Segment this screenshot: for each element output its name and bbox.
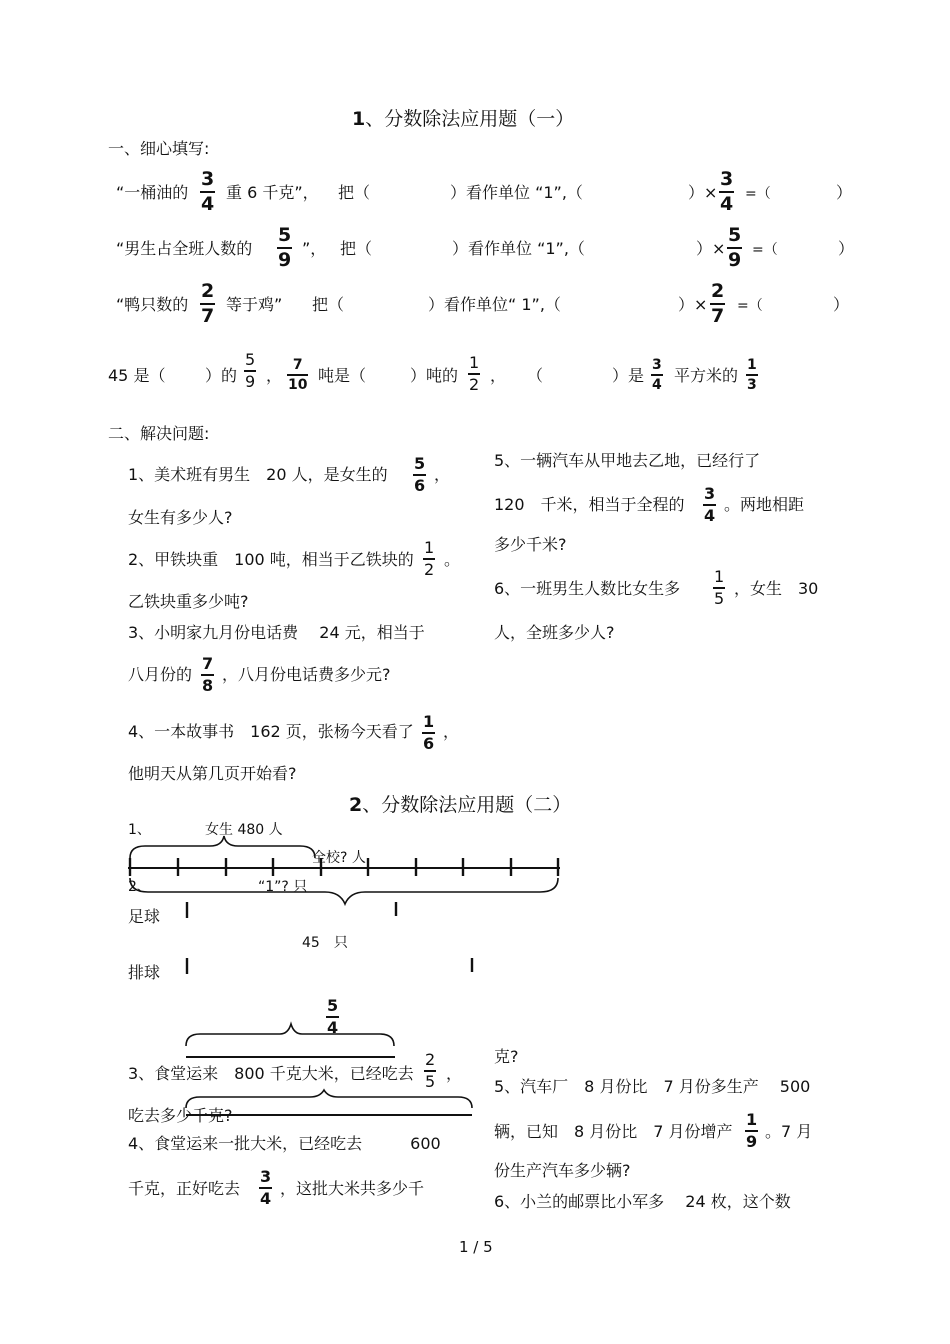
problem-4-punct: ，	[443, 722, 460, 741]
lower-5-question: 份生产汽车多少辆?	[494, 1161, 631, 1180]
fraction: 3 4	[260, 1167, 272, 1208]
fill-r3-unit: ）看作单位“ 1”,（	[428, 295, 561, 314]
fraction: 7 10	[288, 357, 308, 393]
fraction: 1 3	[747, 357, 757, 393]
fill-r4-e: ）吨的	[410, 366, 459, 385]
fill-r1-close: ）	[836, 183, 853, 202]
fill-r2-ba: 把（	[340, 239, 373, 258]
diagram-one-label: “1”? 只	[258, 879, 308, 895]
lower-4-text-b: 千克，正好吃去	[128, 1179, 241, 1198]
problem-2-punct: 。	[444, 550, 461, 569]
fill-r4-c: ，	[266, 366, 283, 385]
lower-5-text-b: 辆，已知 8 月份比 7 月份增产	[494, 1122, 733, 1141]
fill-r4-a: 45 是（	[108, 366, 166, 385]
diagram-volley-label: 排球	[128, 963, 161, 982]
problem-4-question: 他明天从第几页开始看?	[128, 764, 297, 783]
fraction: 2 7	[711, 280, 725, 327]
problem-3-question: ，八月份电话费多少元?	[222, 665, 391, 684]
fraction: 5 9	[728, 224, 742, 271]
lower-5-text-c: 。7 月	[765, 1122, 813, 1141]
problem-1-text: 1、美术班有男生 20 人，是女生的	[128, 465, 388, 484]
fill-r4-i: 平方米的	[674, 366, 739, 385]
fill-r3-eq: =（	[737, 298, 763, 314]
fraction: 1 2	[469, 353, 480, 394]
fraction: 5 6	[414, 454, 426, 495]
fill-r2-eq: =（	[752, 242, 778, 258]
fraction: 5 9	[245, 350, 256, 391]
fraction: 5 9	[278, 224, 292, 271]
fill-r1-ba: 把（	[338, 183, 371, 202]
fill-r1-q: “一桶油的	[116, 183, 189, 202]
problem-5-text-b: 120 千米，相当于全程的	[494, 495, 685, 514]
fill-r1-times: ）×	[688, 183, 718, 202]
fraction: 3 4	[704, 484, 716, 525]
problem-2-question: 乙铁块重多少吨?	[128, 592, 249, 611]
problem-4-text: 4、一本故事书 162 页，张杨今天看了	[128, 722, 414, 741]
section-heading-solve: 二、解决问题:	[108, 424, 210, 443]
fill-r4-h: ）是	[612, 366, 645, 385]
lower-3-punct: ，	[446, 1064, 463, 1083]
diagram-45-label: 45 只	[302, 935, 348, 951]
fraction: 7 8	[202, 654, 214, 695]
fraction: 3 4	[652, 357, 662, 393]
problem-5-text: 5、一辆汽车从甲地去乙地，已经行了	[494, 451, 761, 470]
diagram-1-label: 1、	[128, 822, 151, 838]
problem-1-question: 女生有多少人?	[128, 508, 233, 527]
fraction: 1 2	[424, 538, 435, 579]
fill-r2-unit: ）看作单位 “1”,（	[452, 239, 585, 258]
fill-r1-after: 重 6 千克”，	[226, 183, 319, 202]
problem-6-text: 6、一班男生人数比女生多	[494, 579, 681, 598]
lower-3-text: 3、食堂运来 800 千克大米，已经吃去	[128, 1064, 414, 1083]
fraction: 1 5	[714, 567, 725, 608]
problem-5-question: 多少千米?	[494, 535, 567, 554]
fill-r4-b: ）的	[205, 366, 238, 385]
problem-6-question: 人，全班多少人?	[494, 623, 615, 642]
section-heading-fill: 一、细心填写:	[108, 139, 210, 158]
fraction: 2 5	[425, 1050, 436, 1091]
fill-r2-q: “男生占全班人数的	[116, 239, 253, 258]
diagram-girls-label: 女生 480 人	[205, 822, 283, 838]
lower-3-question: 吃去多少千克?	[128, 1106, 233, 1125]
lower-4-question: ，这批大米共多少千	[280, 1179, 425, 1198]
page-title-2: 2、分数除法应用题（二）	[349, 794, 572, 816]
fill-r3-ba: 把（	[312, 295, 345, 314]
fill-r3-times: ）×	[678, 295, 708, 314]
fill-r1-eq: =（	[745, 186, 771, 202]
diagram-football-label: 足球	[128, 907, 161, 926]
problem-3-text-b: 八月份的	[128, 665, 193, 684]
problem-5-text-c: 。两地相距	[724, 495, 805, 514]
fill-r4-d: 吨是（	[318, 366, 367, 385]
fill-r3-close: ）	[833, 295, 850, 314]
fill-r4-g: （	[527, 366, 544, 385]
fill-r2-times: ）×	[696, 239, 726, 258]
diagram-school-label: 全校? 人	[312, 850, 366, 866]
fraction: 3 4	[720, 168, 734, 215]
fraction: 1 9	[746, 1110, 758, 1151]
problem-1-punct: ，	[434, 465, 451, 484]
fill-r1-unit: ）看作单位 “1”,（	[450, 183, 583, 202]
fill-r3-q: “鸭只数的	[116, 295, 189, 314]
problem-3-text: 3、小明家九月份电话费 24 元，相当于	[128, 623, 425, 642]
fraction: 1 6	[423, 712, 435, 753]
fraction: 2 7	[201, 280, 215, 327]
problem-2-text: 2、甲铁块重 100 吨，相当于乙铁块的	[128, 550, 414, 569]
fill-r2-after: ”，	[302, 239, 327, 258]
lower-4-text: 4、食堂运来一批大米，已经吃去 600	[128, 1134, 441, 1153]
fill-r2-close: ）	[838, 239, 855, 258]
lower-ke: 克?	[494, 1047, 519, 1066]
fill-r4-f: ，	[490, 366, 507, 385]
problem-6-text-b: ，女生 30	[734, 579, 819, 598]
page-number: 1 / 5	[459, 1238, 493, 1256]
diagram-2-label: 2、	[128, 879, 151, 895]
lower-6-text: 6、小兰的邮票比小军多 24 枚，这个数	[494, 1192, 791, 1211]
lower-5-text: 5、汽车厂 8 月份比 7 月份多生产 500	[494, 1077, 811, 1096]
fraction: 3 4	[201, 168, 215, 215]
fraction: 5 4	[327, 996, 339, 1037]
page-title: 1、分数除法应用题（一）	[352, 108, 575, 130]
fill-r3-after: 等于鸡”	[226, 295, 283, 314]
